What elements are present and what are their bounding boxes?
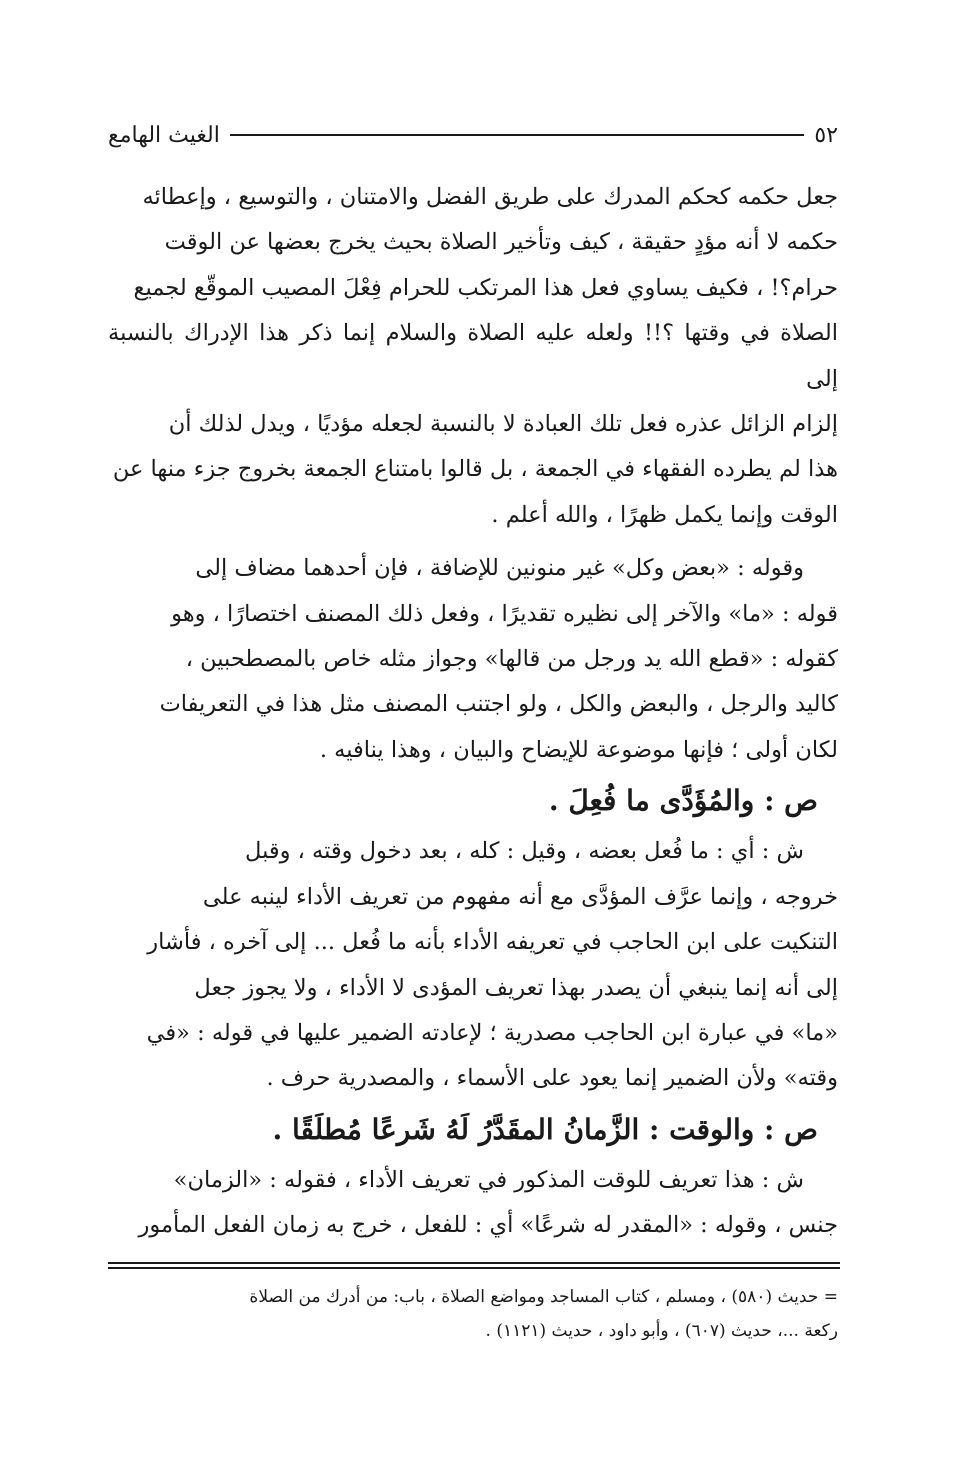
page-number: ٥٢ (814, 122, 838, 148)
text-line: إلزام الزائل عذره فعل تلك العبادة لا بالنسبة لجعله مؤديًا ، ويدل لذلك أن (168, 411, 838, 438)
paragraph-3 (108, 829, 838, 1101)
section-heading-2: ص : والوقت : الزَّمانُ المقَدَّرُ لَهُ شَرعًا مُطلَقًا . (272, 1112, 818, 1146)
footnote-line: = حديث (٥٨٠) ، ومسلم ، كتاب المساجد ومواضع الصلاة ، باب: من أدرك من الصلاة (249, 1287, 838, 1307)
footnote (108, 1280, 838, 1348)
text-line: الصلاة في وقتها ؟!! ولعله عليه الصلاة والسلام إنما ذكر هذا الإدراك بالنسبة إلى (108, 320, 838, 392)
text-line: «ما» في عبارة ابن الحاجب مصدرية ؛ لإعادته الضمير عليها في قوله : «في (146, 1019, 838, 1046)
text-line: كاليد والرجل ، والبعض والكل ، ولو اجتنب المصنف مثل هذا في التعريفات (159, 691, 838, 718)
text-line: لكان أولى ؛ فإنها موضوعة للإيضاح والبيان ، وهذا ينافيه . (319, 736, 838, 763)
text-line: هذا لم يطرده الفقهاء في الجمعة ، بل قالوا بامتناع الجمعة بخروج جزء منها عن (112, 456, 838, 483)
running-header (108, 120, 838, 150)
text-line: كقوله : «قطع الله يد ورجل من قالها» وجواز مثله خاص بالمصطحبين ، (185, 646, 838, 673)
text-line: جعل حكمه كحكم المدرك على طريق الفضل والامتنان ، والتوسيع ، وإعطائه (142, 184, 838, 210)
text-line: حكمه لا أنه مؤدٍ حقيقة ، كيف وتأخير الصلاة بحيث يخرج بعضها عن الوقت (164, 229, 838, 256)
text-line: جنس ، وقوله : «المقدر له شرعًا» أي : للفعل ، خرج به زمان الفعل المأمور (138, 1212, 838, 1239)
text-line: إلى أنه إنما ينبغي أن يصدر بهذا تعريف المؤدى لا الأداء ، ولا يجوز جعل (194, 974, 838, 1001)
footnote-rule-bottom (108, 1267, 840, 1269)
footnote-line: ركعة ...، حديث (٦٠٧) ، وأبو داود ، حديث (١١٢١) . (485, 1321, 838, 1341)
main-text (108, 175, 838, 1249)
header-rule (230, 134, 805, 136)
text-line: قوله : «ما» والآخر إلى نظيره تقديرًا ، وفعل ذلك المصنف اختصارًا ، وهو (171, 600, 838, 627)
paragraph-4 (108, 1158, 838, 1249)
text-line: وقوله : «بعض وكل» غير منونين للإضافة ، فإن أحدهما مضاف إلى (195, 555, 804, 582)
paragraph-1 (108, 175, 838, 538)
section-heading-1: ص : والمُؤَدَّى ما فُعِلَ . (548, 784, 818, 818)
text-line: حرام؟! ، فكيف يساوي فعل هذا المرتكب للحرام فِعْلَ المصيب الموقّع لجميع (133, 274, 838, 301)
text-line: وقته» ولأن الضمير إنما يعود على الأسماء ، والمصدرية حرف . (266, 1065, 838, 1092)
text-line: ش : أي : ما فُعل بعضه ، وقيل : كله ، بعد دخول وقته ، وقبل (245, 838, 804, 865)
text-line: ش : هذا تعريف للوقت المذكور في تعريف الأداء ، فقوله : «الزمان» (173, 1166, 804, 1193)
paragraph-2 (108, 546, 838, 773)
text-line: التنكيت على ابن الحاجب في تعريفه الأداء بأنه ما فُعل ... إلى آخره ، فأشار (147, 929, 838, 956)
running-title: الغيث الهامع (108, 122, 220, 148)
text-line: خروجه ، وإنما عرَّف المؤدَّى مع أنه مفهوم من تعريف الأداء لينبه على (202, 883, 838, 910)
footnote-rule-top (108, 1262, 840, 1264)
text-line: الوقت وإنما يكمل ظهرًا ، والله أعلم . (491, 501, 838, 528)
